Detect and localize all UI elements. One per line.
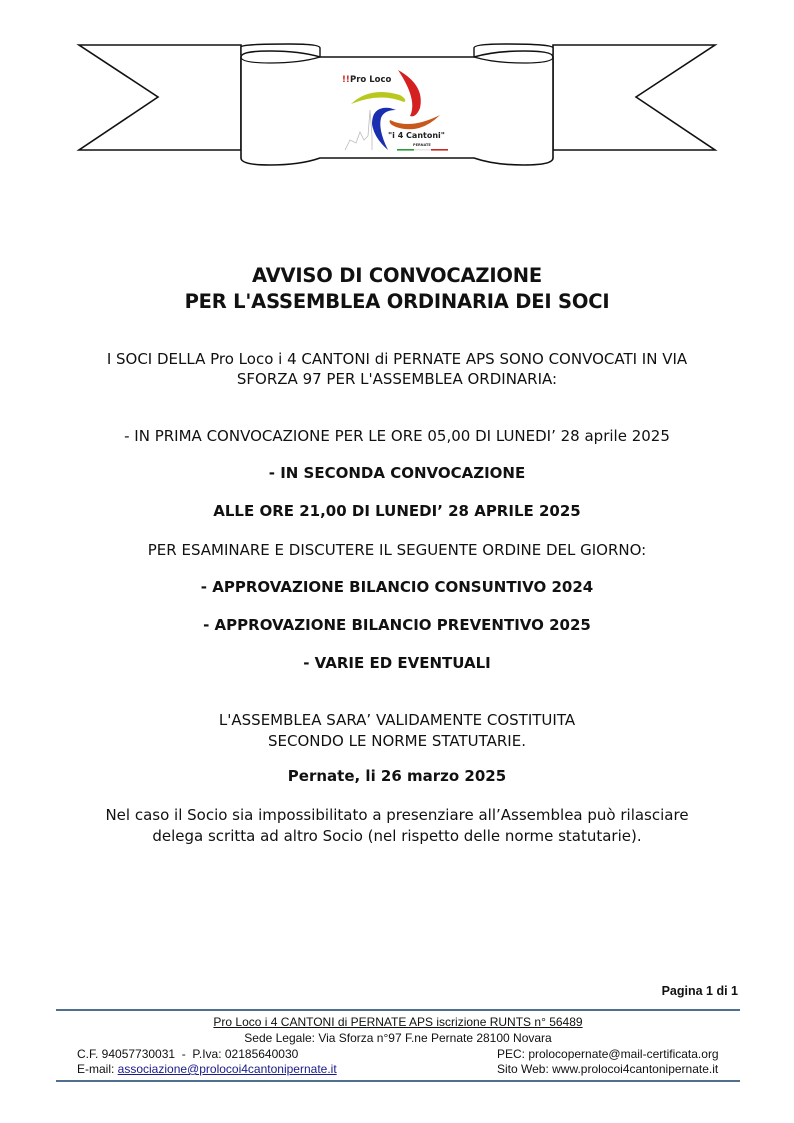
header-banner	[0, 0, 794, 190]
agenda-item: - APPROVAZIONE BILANCIO PREVENTIVO 2025	[203, 616, 591, 634]
title-line-2: PER L'ASSEMBLEA ORDINARIA DEI SOCI	[184, 290, 610, 313]
agenda-intro: PER ESAMINARE E DISCUTERE IL SEGUENTE ORDINE DEL GIORNO:	[147, 541, 647, 559]
intro-line-2: SFORZA 97 PER L'ASSEMBLEA ORDINARIA:	[236, 370, 558, 388]
footer-email-row	[77, 1062, 337, 1077]
svg-text:!!: !!	[342, 75, 350, 85]
note-line-1: Nel caso il Socio sia impossibilitato a presenziare all’Assemblea può rilasciare	[105, 806, 689, 824]
footer-top-rule	[56, 1009, 740, 1011]
logo-name: "i 4 Cantoni"	[388, 131, 445, 140]
logo-subtitle: PERNATE	[413, 143, 431, 147]
center-scroll-shape	[241, 51, 553, 165]
footer-website: Sito Web: www.prolocoi4cantonipernate.it	[497, 1062, 719, 1076]
footer-pec: PEC: prolocopernate@mail-certificata.org	[497, 1047, 719, 1061]
svg-text:Pro Loco: Pro Loco	[350, 75, 392, 85]
first-convocation: - IN PRIMA CONVOCAZIONE PER LE ORE 05,00 DI LUNEDI’ 28 aprile 2025	[124, 427, 670, 445]
second-convocation-heading: - IN SECONDA CONVOCAZIONE	[268, 464, 526, 482]
agenda-item: - APPROVAZIONE BILANCIO CONSUNTIVO 2024	[200, 578, 594, 596]
note-line-2: delega scritta ad altro Socio (nel rispetto delle norme statutarie).	[152, 827, 642, 845]
footer-legal-address: Sede Legale: Via Sforza n°97 F.ne Pernate 28100 Novara	[244, 1031, 552, 1045]
place-date: Pernate, li 26 marzo 2025	[287, 767, 507, 785]
right-ribbon-shape	[553, 45, 715, 150]
email-link[interactable]: associazione@prolocoi4cantonipernate.it	[117, 1062, 337, 1076]
footer-bottom-rule	[56, 1080, 740, 1082]
document-title	[40, 263, 754, 315]
intro-paragraph	[40, 349, 754, 389]
agenda-item: - VARIE ED EVENTUALI	[303, 654, 491, 672]
intro-line-1: I SOCI DELLA Pro Loco i 4 CANTONI di PERNATE APS SONO CONVOCATI IN VIA	[106, 350, 688, 368]
page-number: Pagina 1 di 1	[661, 984, 738, 998]
validity-statement	[40, 710, 754, 752]
footer-tax-codes: C.F. 94057730031 - P.Iva: 02185640030	[77, 1047, 299, 1061]
second-convocation-time: ALLE ORE 21,00 DI LUNEDI’ 28 APRILE 2025	[213, 502, 581, 520]
title-line-1: AVVISO DI CONVOCAZIONE	[252, 264, 542, 287]
validity-line-2: SECONDO LE NORME STATUTARIE.	[268, 732, 526, 750]
validity-line-1: L'ASSEMBLEA SARA’ VALIDAMENTE COSTITUITA	[218, 711, 576, 729]
left-ribbon-shape	[79, 45, 241, 150]
footer-runts-registration: Pro Loco i 4 CANTONI di PERNATE APS iscrizione RUNTS n° 56489	[213, 1015, 583, 1029]
delegation-note	[40, 805, 754, 847]
email-label: E-mail:	[77, 1062, 118, 1076]
